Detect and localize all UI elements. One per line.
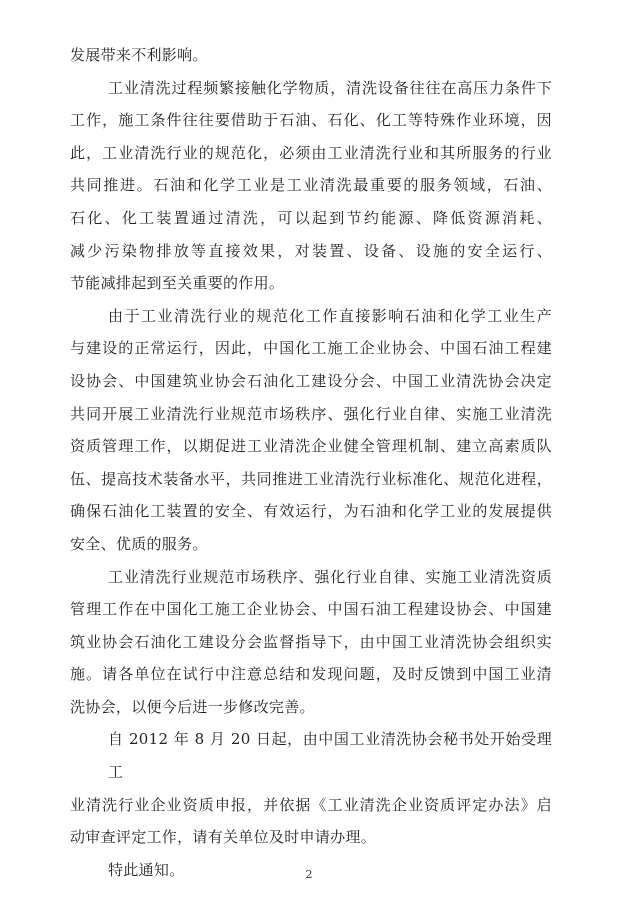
text-line: 与建设的正常运行，因此，中国化工施工企业协会、中国石油工程建 bbox=[70, 339, 552, 358]
text-line: 自 2012 年 8 月 20 日起，由中国工业清洗协会秘书处开始受理工 bbox=[108, 730, 552, 782]
paragraph bbox=[70, 39, 552, 72]
text-line: 共同开展工业清洗行业规范市场秩序、强化行业自律、实施工业清洗 bbox=[70, 404, 552, 423]
paragraph bbox=[70, 561, 552, 724]
text-line: 共同推进。石油和化学工业是工业清洗最重要的服务领域，石油、 bbox=[70, 176, 552, 195]
text-line: 管理工作在中国化工施工企业协会、中国石油工程建设协会、中国建 bbox=[70, 600, 552, 619]
text-line: 石化、化工装置通过清洗，可以起到节约能源、降低资源消耗、 bbox=[70, 208, 552, 227]
document-body bbox=[70, 39, 552, 886]
text-line: 安全、优质的服务。 bbox=[70, 534, 208, 553]
paragraph bbox=[70, 72, 552, 300]
text-line: 工作，施工条件往往要借助于石油、石化、化工等特殊作业环境，因 bbox=[70, 111, 552, 130]
paragraph bbox=[70, 300, 552, 561]
paragraph bbox=[70, 723, 552, 853]
text-line: 洗协会，以便今后进一步修改完善。 bbox=[70, 697, 315, 716]
text-line: 工业清洗过程频繁接触化学物质，清洗设备往往在高压力条件下 bbox=[108, 78, 552, 97]
text-line: 业清洗行业企业资质申报，并依据《工业清洗企业资质评定办法》启 bbox=[70, 795, 552, 814]
text-line: 动审查评定工作，请有关单位及时申请办理。 bbox=[70, 828, 377, 847]
text-line: 此，工业清洗行业的规范化，必须由工业清洗行业和其所服务的行业 bbox=[70, 143, 552, 162]
text-line: 伍、提高技术装备水平，共同推进工业清洗行业标准化、规范化进程， bbox=[70, 469, 552, 488]
text-line: 确保石油化工装置的安全、有效运行，为石油和化学工业的发展提供 bbox=[70, 502, 552, 521]
text-line: 减少污染物排放等直接效果，对装置、设备、设施的安全运行、 bbox=[70, 241, 552, 260]
text-line: 资质管理工作，以期促进工业清洗企业健全管理机制、建立高素质队 bbox=[70, 437, 552, 456]
text-line: 施。请各单位在试行中注意总结和发现问题，及时反馈到中国工业清 bbox=[70, 665, 552, 684]
text-line: 工业清洗行业规范市场秩序、强化行业自律、实施工业清洗资质 bbox=[108, 567, 552, 586]
text-line: 节能减排起到至关重要的作用。 bbox=[70, 274, 285, 293]
text-line: 筑业协会石油化工建设分会监督指导下，由中国工业清洗协会组织实 bbox=[70, 632, 552, 651]
text-line: 由于工业清洗行业的规范化工作直接影响石油和化学工业生产 bbox=[108, 306, 552, 325]
page-number: 2 bbox=[305, 868, 313, 881]
text-line: 特此通知。 bbox=[108, 860, 185, 879]
text-line: 发展带来不利影响。 bbox=[70, 46, 208, 64]
text-line: 设协会、中国建筑业协会石油化工建设分会、中国工业清洗协会决定 bbox=[70, 371, 552, 390]
